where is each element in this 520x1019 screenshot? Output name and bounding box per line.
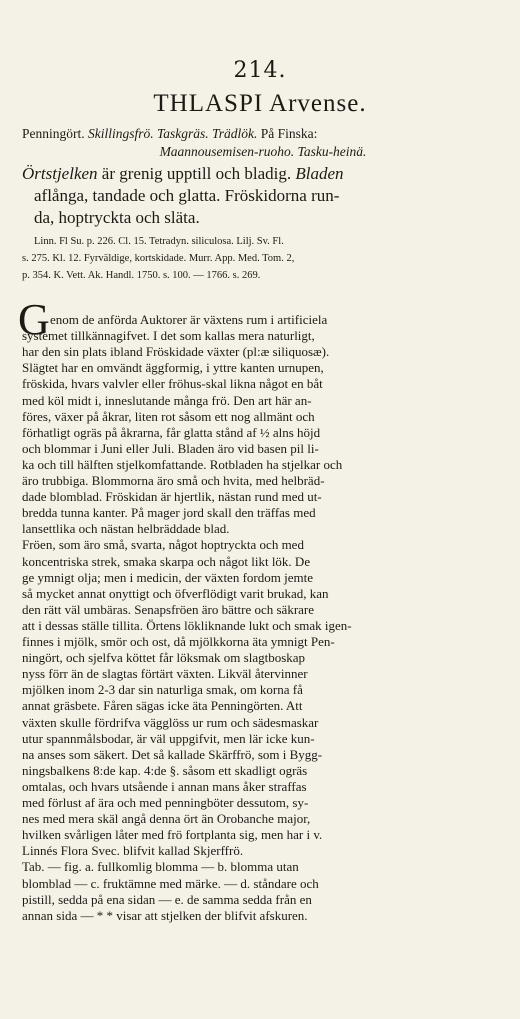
alternate-names: Skillingsfrö. Taskgräs. Trädlök.	[88, 126, 258, 141]
body-line: föres, växer på åkrar, liten rot såsom ett nog allmänt och	[22, 408, 315, 424]
body-line: med förlust af ära och med penningböter dessutom, sy-	[22, 795, 309, 810]
body-line: pistill, sedda på ena sidan — e. de samma sedda från en	[22, 891, 312, 907]
body-line: den rätt väl umbäras. Senapsfröen äro bättre och säkrare	[22, 601, 315, 617]
body-line: dade blomblad. Fröskidan är hjertlik, nästan rund med ut-	[22, 489, 322, 505]
body-line: utur spannmålsbodar, är väl uppgifvit, men lär icke kun-	[22, 730, 315, 746]
body-line: Fröen, som äro små, svarta, något hoptryckta och med	[22, 537, 304, 553]
description-line-2: aflånga, tandade och glatta. Fröskidorna run-	[34, 186, 340, 205]
body-line: att i dessas ställe tillita. Örtens lökliknande lukt och smak igen-	[22, 617, 352, 633]
body-line: Tab. — fig. a. fullkomlig blomma — b. blomma utan	[22, 859, 299, 875]
body-line: mjölken inom 2-3 dar sin naturliga smak, om korna få	[22, 682, 303, 698]
body-line: nes med mera skäl angå denna ört än Orobanche major,	[22, 811, 311, 827]
body-line: koncentriska strek, smaka skarpa och något likt lök. De	[22, 553, 311, 569]
body-line: annat gräsbete. Fåren sägas icke äta Penningörten. Att	[22, 698, 303, 714]
body-line: nyss förr än de slagtas förtärt växten. Likväl återvinner	[22, 666, 308, 682]
drop-cap: G	[18, 295, 50, 344]
body-line: blomblad — c. fruktämne med märke. — d. ståndare och	[22, 875, 319, 891]
reference-line-2: s. 275. Kl. 12. Fyrväldige, kortskidade. Murr. App. Med. Tom. 2,	[22, 253, 295, 264]
common-names-line-1	[22, 126, 504, 142]
body-line: finnes i mjölk, smör och ost, då mjölkkorna äta ymnigt Pen-	[22, 634, 335, 649]
description-line-3: da, hoptryckta och släta.	[34, 208, 200, 227]
body-line: omtalas, och hvars utsående i annan mans åker straffas	[22, 778, 307, 794]
body-line: bredda tunna kanter. På mager jord skall den träffas med	[22, 505, 316, 521]
body-line: enom de anförda Auktorer är växtens rum i artificiela	[50, 312, 328, 327]
body-line: lansettlika och nästan helbräddade blad.	[22, 521, 230, 537]
body-line: växten skulle fördrifva vägglöss ur rum och sädesmaskar	[22, 714, 319, 730]
body-line: ningört, och sjelfva köttet får löksmak om slagtboskap	[22, 650, 306, 666]
body-line: har den sin plats ibland Fröskidade växter (pl:æ siliquosæ).	[22, 344, 330, 360]
body-line: na anses som säkert. Det så kallade Skärffrö, som i Bygg-	[22, 746, 323, 762]
body-line: ka och till hälften stjelkomfattande. Rotbladen ha stjelkar och	[22, 456, 343, 472]
body-line: Linnés Flora Svec. blifvit kallad Skjerffrö.	[22, 843, 244, 859]
body-line: ge ymnigt olja; men i medicin, der växten fordom jemte	[22, 569, 313, 585]
reference-line-1: Linn. Fl Su. p. 226. Cl. 15. Tetradyn. siliculosa. Lilj. Sv. Fl.	[34, 236, 284, 247]
finnish-names: Maannousemisen-ruoho. Tasku-heinä.	[159, 144, 367, 159]
species-title: THLASPI Arvense.	[153, 90, 367, 117]
body-line: ningsbalkens 8:de kap. 4:de §. såsom ett skadligt ogräs	[22, 762, 308, 778]
body-line: systemet tillkännagifvet. I det som kallas mera naturligt,	[22, 328, 315, 344]
body-line: Slägtet har en omvändt äggformig, i yttre kanten urnupen,	[22, 360, 324, 376]
body-line: annan sida — * * visar att stjelken der blifvit afskuren.	[22, 907, 308, 923]
finnish-label: På Finska:	[260, 126, 318, 141]
body-line: äro trubbiga. Blommorna äro små och hvita, med helbräd-	[22, 473, 325, 488]
body-line: förhatligt ogräs på åkrarna, får glatta stånd af ½ alns höjd	[22, 424, 321, 440]
body-line: hvilken svårligen låter med frö fortplanta sig, men har i v.	[22, 827, 323, 843]
body-line: med köl midt i, inneslutande många frö. Den art här an-	[22, 392, 312, 408]
body-line: så mycket annat onyttigt och öfverflödigt varit brukad, kan	[22, 585, 329, 601]
body-line: fröskida, hvars valvler eller fröhus-skal likna något en båt	[22, 376, 323, 392]
swedish-name: Penningört.	[22, 126, 85, 141]
reference-line-3: p. 354. K. Vett. Ak. Handl. 1750. s. 100. — 1766. s. 269.	[22, 270, 261, 281]
body-line: och blommar i Juni eller Juli. Bladen äro vid basen pil li-	[22, 440, 319, 456]
page-number: 214.	[233, 58, 287, 83]
description-line-1: Örtstjelken är grenig upptill och bladig. Bladen	[22, 164, 344, 183]
